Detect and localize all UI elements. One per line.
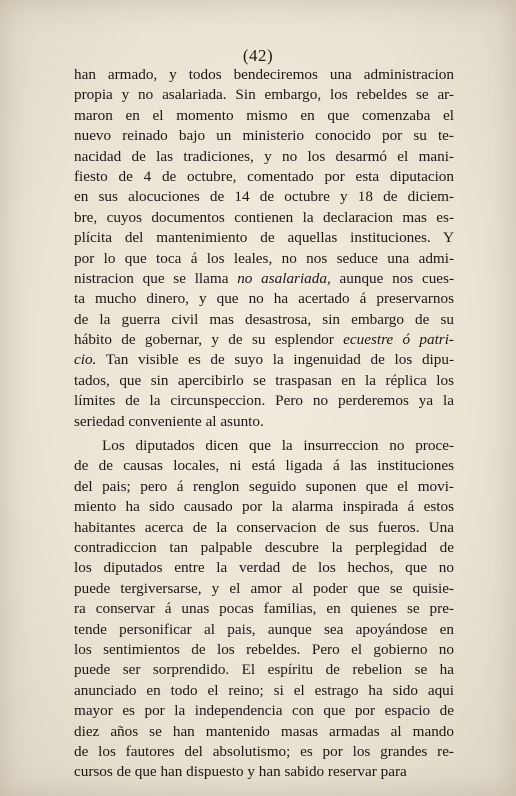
text-line bbox=[74, 518, 454, 538]
text-line bbox=[74, 742, 454, 762]
text-line bbox=[74, 412, 454, 432]
line-text: tende personificar al pais, aunque sea apoyándose en bbox=[74, 620, 454, 638]
line-text: Los diputados dicen que la insurreccion no proce- bbox=[102, 437, 454, 455]
line-text: los sentimientos de los rebeldes. Pero el gobierno no bbox=[74, 640, 454, 658]
line-text: nistracion que se llama bbox=[74, 269, 238, 287]
line-text: bre, cuyos documentos contienen la declaracion mas es- bbox=[74, 208, 454, 226]
text-line bbox=[74, 147, 454, 167]
text-line bbox=[74, 371, 454, 391]
line-text: ra conservar á unas pocas familias, en quienes se pre- bbox=[74, 600, 454, 618]
text-line bbox=[74, 126, 454, 146]
text-line bbox=[74, 187, 454, 207]
line-text: límites de la circunspeccion. Pero no perderemos ya la bbox=[74, 392, 454, 410]
line-text: ta mucho dinero, y que no ha acertado á preservarnos bbox=[74, 290, 454, 308]
text-line bbox=[74, 701, 454, 721]
text-line bbox=[74, 722, 454, 742]
text-line bbox=[74, 436, 454, 456]
text-line bbox=[74, 660, 454, 680]
line-text: del pais; pero á renglon seguido suponen que el movi- bbox=[74, 477, 454, 495]
text-line bbox=[74, 456, 454, 476]
line-text: seriedad conveniente al asunto. bbox=[74, 412, 264, 430]
text-line bbox=[74, 620, 454, 640]
text-line bbox=[74, 208, 454, 228]
text-line bbox=[74, 167, 454, 187]
paragraph-2 bbox=[74, 436, 454, 783]
text-line bbox=[74, 330, 454, 350]
line-text: nuevo reinado bajo un ministerio conocido por su te- bbox=[74, 127, 454, 145]
line-text: de los fautores del absolutismo; es por los grandes re- bbox=[74, 742, 454, 760]
text-line bbox=[74, 350, 454, 370]
line-text: en sus alocuciones de 14 de octubre y 18 de diciem- bbox=[74, 188, 454, 206]
text-line bbox=[74, 269, 454, 289]
line-text: mayor es por la independencia con que por espacio de bbox=[74, 702, 454, 720]
paragraph-1 bbox=[74, 65, 454, 432]
text-line bbox=[74, 640, 454, 660]
page-number: (42) bbox=[242, 46, 274, 65]
line-text: Tan visible es de suyo la ingenuidad de los dipu- bbox=[96, 351, 454, 369]
text-line bbox=[74, 85, 454, 105]
line-text: fiesto de 4 de octubre, comentado por esta diputacion bbox=[74, 167, 454, 185]
text-line bbox=[74, 579, 454, 599]
line-text: cursos de que han dispuesto y han sabido reservar para bbox=[74, 763, 407, 781]
text-line bbox=[74, 310, 454, 330]
line-text: anunciado en todo el reino; si el estrago ha sido aqui bbox=[74, 681, 454, 699]
line-text: , aunque nos cues- bbox=[326, 269, 455, 287]
line-text: habitantes acerca de la conservacion de sus fueros. Una bbox=[74, 518, 454, 536]
text-line bbox=[74, 497, 454, 517]
italic-text: no asalariada bbox=[237, 269, 327, 287]
text-line bbox=[74, 228, 454, 248]
text-line bbox=[74, 289, 454, 309]
italic-text: ecuestre ó patri- bbox=[343, 331, 454, 349]
line-text: de de causas locales, ni está ligada á las instituciones bbox=[74, 457, 454, 475]
text-line bbox=[74, 106, 454, 126]
italic-text: cio. bbox=[74, 351, 97, 369]
text-line bbox=[74, 391, 454, 411]
body-text bbox=[74, 65, 454, 783]
text-line bbox=[74, 249, 454, 269]
line-text: puede ser sorprendido. El espíritu de rebelion se ha bbox=[74, 661, 454, 679]
line-text: los diputados entre la verdad de los hechos, que no bbox=[74, 559, 454, 577]
text-line bbox=[74, 558, 454, 578]
text-line bbox=[74, 538, 454, 558]
line-text: por lo que toca á los leales, no nos seduce una admi- bbox=[74, 249, 454, 267]
line-text: diez años se han mantenido masas armadas al mando bbox=[74, 722, 454, 740]
line-text: puede tergiversarse, y el amor al poder que se quisie- bbox=[74, 579, 454, 597]
line-text: propia y no asalariada. Sin embargo, los rebeldes se ar- bbox=[74, 86, 454, 104]
line-text: miento ha sido causado por la alarma inspirada á estos bbox=[74, 498, 454, 516]
text-line bbox=[74, 599, 454, 619]
text-line bbox=[74, 762, 454, 782]
line-text: tados, que sin apercibirlo se traspasan en la réplica los bbox=[74, 371, 454, 389]
line-text: de la guerra civil mas desastrosa, sin embargo de su bbox=[74, 310, 454, 328]
text-line bbox=[74, 681, 454, 701]
line-text: contradiccion tan palpable descubre la perplegidad de bbox=[74, 538, 454, 556]
line-text: plícita del mantenimiento de aquellas instituciones. Y bbox=[74, 229, 454, 247]
line-text: han armado, y todos bendeciremos una administracion bbox=[74, 66, 454, 83]
line-text: hábito de gobernar, y de su esplendor bbox=[74, 331, 344, 349]
text-line bbox=[74, 65, 454, 85]
line-text: nacidad de las tradiciones, y no los desarmó el mani- bbox=[74, 147, 454, 165]
line-text: maron en el momento mismo en que comenzaba el bbox=[74, 106, 454, 124]
text-line bbox=[74, 477, 454, 497]
